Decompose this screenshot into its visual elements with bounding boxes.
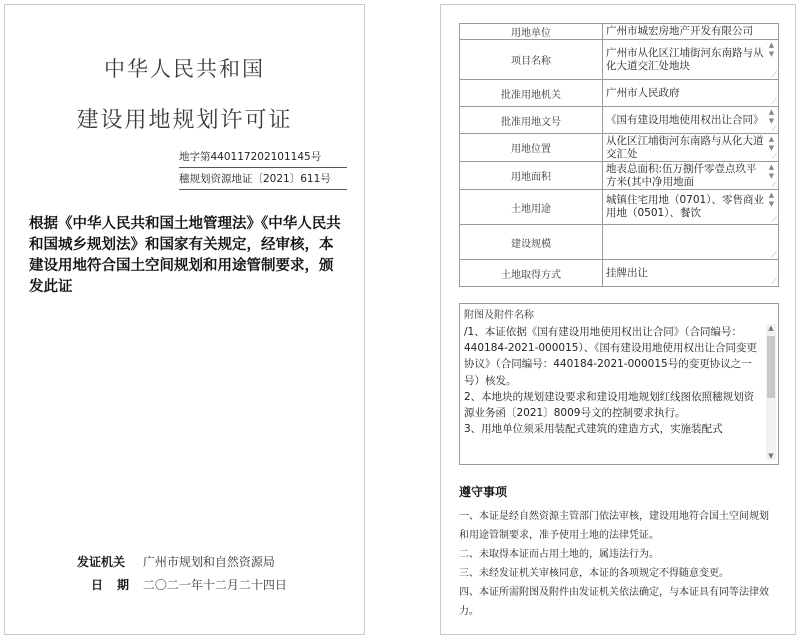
info-row-value: 《国有建设用地使用权出让合同》 bbox=[606, 113, 764, 126]
intro-paragraph: 根据《中华人民共和国土地管理法》《中华人民共和国城乡规划法》和国家有关规定，经审核，本建设用地符合国土空间规划和用途管制要求，颁发此证 bbox=[29, 216, 341, 295]
info-row-value bbox=[603, 241, 778, 243]
resize-grip-icon[interactable]: ⟋ bbox=[771, 152, 777, 161]
resize-grip-icon[interactable]: ⟋ bbox=[771, 124, 777, 133]
info-row-value: 广州市人民政府 bbox=[606, 86, 680, 99]
info-row-field[interactable] bbox=[603, 162, 779, 190]
info-row-label: 土地用途 bbox=[460, 190, 603, 225]
date-row bbox=[91, 576, 287, 593]
info-row bbox=[460, 107, 779, 134]
document-number: 穗规划资源地证〔2021〕611号 bbox=[179, 171, 347, 190]
info-row-field[interactable] bbox=[603, 260, 779, 287]
field-spinner-icon[interactable]: ▲ ▼ bbox=[768, 163, 775, 180]
scroll-up-arrow-icon[interactable]: ▲ bbox=[768, 324, 774, 332]
info-row-label: 项目名称 bbox=[460, 40, 603, 80]
info-row-label: 用地单位 bbox=[460, 24, 603, 40]
land-info-table bbox=[459, 23, 779, 287]
resize-grip-icon[interactable]: ⟋ bbox=[771, 97, 777, 106]
rules-title: 遵守事项 bbox=[459, 485, 508, 499]
scroll-thumb[interactable] bbox=[767, 336, 775, 398]
resize-grip-icon[interactable]: ⟋ bbox=[771, 277, 777, 286]
info-row-label: 土地取得方式 bbox=[460, 260, 603, 287]
resize-grip-icon[interactable]: ⟋ bbox=[771, 250, 777, 259]
info-row-field[interactable] bbox=[603, 24, 779, 40]
info-row-label: 用地面积 bbox=[460, 162, 603, 190]
title-line1: 中华人民共和国 bbox=[104, 57, 265, 81]
resize-grip-icon[interactable]: ⟋ bbox=[771, 215, 777, 224]
info-row-value: 城镇住宅用地（0701）、零售商业用地（0501）、餐饮 bbox=[606, 194, 764, 219]
title-line2: 建设用地规划许可证 bbox=[76, 108, 293, 133]
info-row bbox=[460, 260, 779, 287]
info-row-value: 广州市从化区江埔街河东南路与从化大道交汇处地块 bbox=[606, 46, 764, 72]
rule-item: 二、未取得本证而占用土地的，属违法行为。 bbox=[459, 549, 659, 560]
info-row-field[interactable] bbox=[603, 190, 779, 225]
certificate-cover-page bbox=[4, 4, 365, 635]
info-row-value: 广州市城宏房地产开发有限公司 bbox=[606, 25, 753, 37]
field-spinner-icon[interactable]: ▲ ▼ bbox=[768, 41, 775, 58]
field-spinner-icon[interactable]: ▲ ▼ bbox=[768, 108, 775, 125]
rules-list bbox=[459, 507, 777, 621]
info-row-label: 批准用地机关 bbox=[460, 80, 603, 107]
info-row bbox=[460, 40, 779, 80]
attachment-textarea[interactable]: /1、本证依据《国有建设用地使用权出让合同》（合同编号：440184-2021-000015）、《国有建设用地使用权出让合同变更协议》（合同编号：440184-2021-000015号的变更协议之一号）核发。 2、本地块的规划建设要求和建设用地规划红线图依照穗规划资源业务函〔2021〕8009号文的控制要求执行。 3、用地单位须采用装配式建筑的建造方式，实施装配式 bbox=[464, 326, 757, 436]
info-row bbox=[460, 162, 779, 190]
info-row-label: 批准用地文号 bbox=[460, 107, 603, 134]
info-row bbox=[460, 134, 779, 162]
info-row-label: 用地位置 bbox=[460, 134, 603, 162]
field-spinner-icon[interactable]: ▲ ▼ bbox=[768, 135, 775, 152]
issuer-value: 广州市规划和自然资源局 bbox=[142, 555, 275, 569]
attachment-scrollbar[interactable] bbox=[766, 324, 776, 460]
info-row-field[interactable] bbox=[603, 134, 779, 162]
info-row bbox=[460, 80, 779, 107]
info-row bbox=[460, 225, 779, 260]
issuer-label: 发证机关 bbox=[77, 555, 126, 569]
info-row-field[interactable] bbox=[603, 107, 779, 134]
certificate-detail-page bbox=[440, 4, 796, 635]
rule-item: 一、本证是经自然资源主管部门依法审核，建设用地符合国土空间规划和用途管制要求，准予使用土地的法律凭证。 bbox=[459, 511, 769, 541]
info-row-label: 建设规模 bbox=[460, 225, 603, 260]
resize-grip-icon[interactable]: ⟋ bbox=[771, 180, 777, 189]
info-row-value: 地表总面积:伍万捌仟零壹点玖平方米(其中净用地面 bbox=[606, 163, 757, 188]
date-label: 日期 bbox=[91, 578, 144, 592]
attachment-label: 附图及附件名称 bbox=[464, 310, 534, 321]
info-row-field[interactable] bbox=[603, 80, 779, 107]
info-row-value: 挂牌出让 bbox=[606, 266, 648, 279]
info-row bbox=[460, 24, 779, 40]
rule-item: 三、未经发证机关审核同意，本证的各项规定不得随意变更。 bbox=[459, 568, 729, 579]
rule-item: 四、本证所需附图及附件由发证机关依法确定，与本证具有同等法律效力。 bbox=[459, 587, 769, 617]
info-row-field[interactable] bbox=[603, 40, 779, 80]
issuer-row bbox=[77, 553, 275, 570]
date-value: 二〇二一年十二月二十四日 bbox=[142, 578, 287, 592]
field-spinner-icon[interactable]: ▲ ▼ bbox=[768, 191, 775, 208]
info-row-value: 从化区江埔街河东南路与从化大道交汇处 bbox=[606, 135, 764, 160]
scroll-down-arrow-icon[interactable]: ▼ bbox=[768, 452, 774, 460]
info-row bbox=[460, 190, 779, 225]
certificate-number: 地字第440117202101145号 bbox=[179, 149, 347, 168]
info-row-field[interactable] bbox=[603, 225, 779, 260]
resize-grip-icon[interactable]: ⟋ bbox=[771, 70, 777, 79]
attachment-box bbox=[459, 303, 779, 465]
